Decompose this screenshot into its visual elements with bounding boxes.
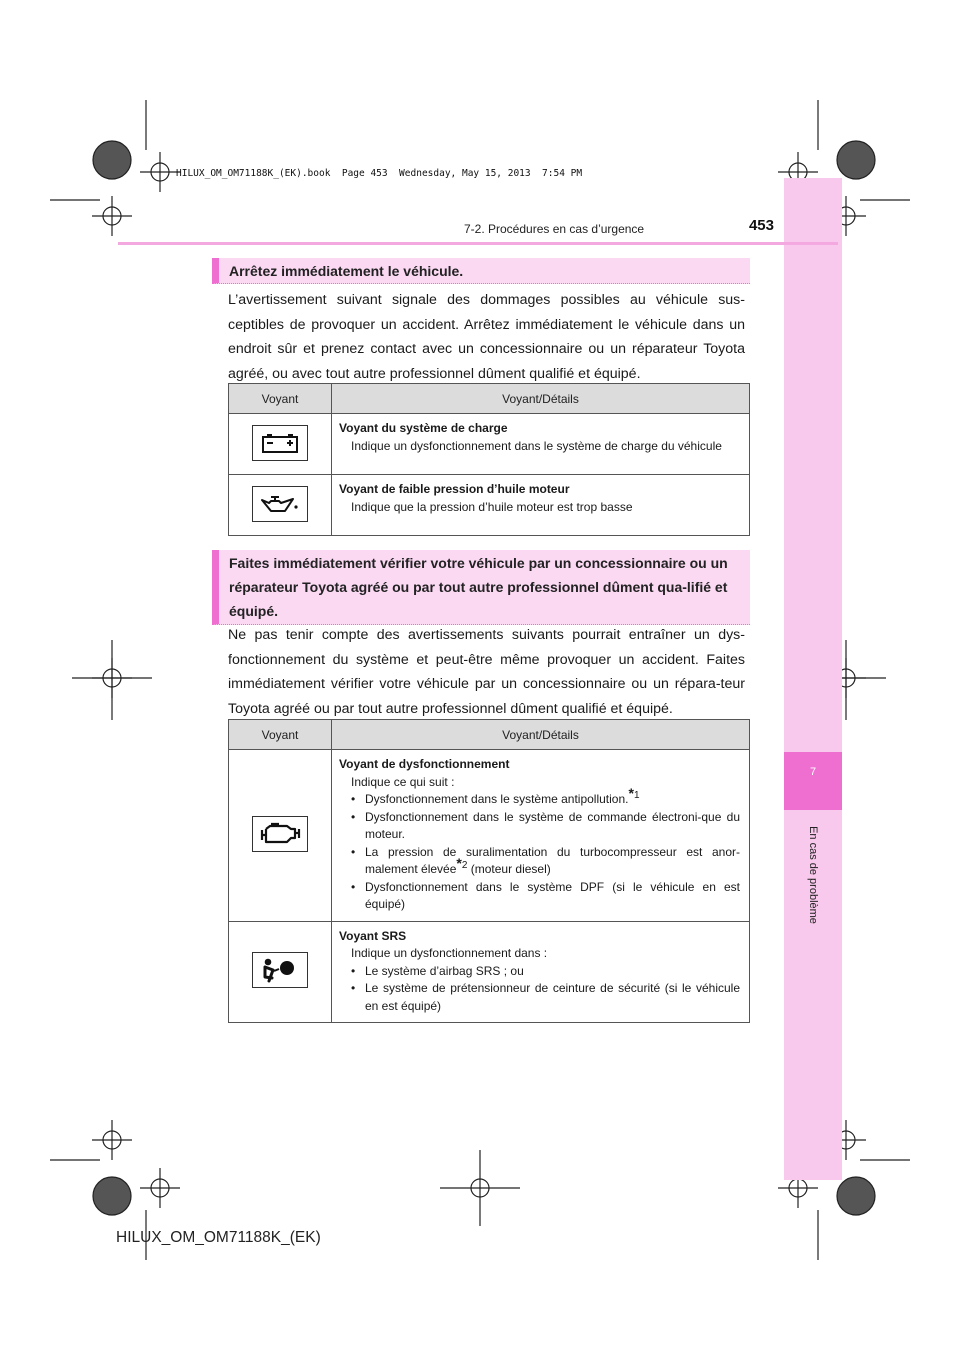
running-header: 7-2. Procédures en cas d’urgence xyxy=(464,222,645,236)
footnote-number: 2 xyxy=(461,860,468,871)
warning-table-2 xyxy=(228,719,750,1023)
column-header-voyant: Voyant xyxy=(229,384,332,414)
indicator-description: Indique un dysfonctionnement dans le système de charge du véhicule xyxy=(351,438,722,453)
table-header-row xyxy=(229,384,750,414)
header-rule xyxy=(118,242,838,245)
column-header-voyant: Voyant xyxy=(229,720,332,750)
indicator-intro: Indique un dysfonctionnement dans : xyxy=(351,946,548,960)
list-item: • Le système d’airbag SRS ; ou xyxy=(351,963,740,981)
column-header-details: Voyant/Détails xyxy=(332,384,750,414)
footnote-asterisk: * xyxy=(456,855,462,871)
indicator-name: Voyant SRS xyxy=(339,928,407,943)
callout-have-vehicle-checked xyxy=(212,550,750,625)
indicator-name: Voyant du système de charge xyxy=(339,421,508,435)
indicator-list xyxy=(339,963,740,1016)
list-item: • Dysfonctionnement dans le système DPF (si le véhicule en est équipé) xyxy=(351,879,740,914)
footer-doc-id: HILUX_OM_OM71188K_(EK) xyxy=(116,1229,321,1246)
oil-can-icon xyxy=(252,486,308,522)
indicator-name: Voyant de dysfonctionnement xyxy=(339,757,510,771)
airbag-icon xyxy=(252,952,308,988)
page-number: 453 xyxy=(748,217,774,234)
table-row xyxy=(229,475,750,536)
indicator-list xyxy=(339,785,740,914)
indicator-description: Indique que la pression d’huile moteur est trop basse xyxy=(351,499,633,514)
chapter-number: 7 xyxy=(809,766,817,778)
paragraph-intro-1: L’avertissement suivant signale des dommages possibles au véhicule sus-ceptibles de provoquer un accident. Arrêtez immédiatement le véhicule dans un endroit sûr et prenez contact avec un concessionnaire ou un réparateur Toyota agréé, ou avec tout autre professionnel dûment qualifié et équipé. xyxy=(228,292,745,383)
table-row xyxy=(229,414,750,475)
list-item: • Dysfonctionnement dans le système antipollution.$^{*1}$ xyxy=(351,791,740,809)
warning-table-1 xyxy=(228,383,750,536)
list-item: • La pression de suralimentation du turbocompresseur est anor-malement élevée$^{*2}$ (moteur diesel) xyxy=(351,844,740,879)
table-row xyxy=(229,750,750,922)
chapter-tab xyxy=(784,752,842,810)
indicator-name: Voyant de faible pression d’huile moteur xyxy=(339,482,570,496)
indicator-intro: Indique ce qui suit : xyxy=(351,774,455,789)
table-header-row xyxy=(229,720,750,750)
table-row xyxy=(229,921,750,1023)
engine-icon xyxy=(252,816,308,852)
list-item: • Dysfonctionnement dans le système de commande électroni-que du moteur. xyxy=(351,809,740,844)
print-info: HILUX_OM_OM71188K_(EK).book Page 453 Wednesday, May 15, 2013 7:54 PM xyxy=(176,168,583,179)
chapter-title: En cas de problème xyxy=(807,826,819,924)
callout-title: Arrêtez immédiatement le véhicule. xyxy=(229,263,464,279)
footnote-asterisk: * xyxy=(628,785,634,801)
battery-icon xyxy=(252,425,308,461)
list-item: • Le système de prétensionneur de ceinture de sécurité (si le véhicule en est équipé) xyxy=(351,980,740,1015)
paragraph-intro-2: Ne pas tenir compte des avertissements suivants pourrait entraîner un dys-fonctionnement du système et peut-être même provoquer un accident. Faites immédiatement vérifier votre véhicule par un concessionnaire ou un répara-teur Toyota agréé ou par tout autre professionnel dûment qualifié et équipé. xyxy=(228,627,745,718)
footnote-number: 1 xyxy=(633,790,640,801)
chapter-strip xyxy=(784,178,842,1180)
callout-stop-vehicle xyxy=(212,258,750,284)
column-header-details: Voyant/Détails xyxy=(332,720,750,750)
callout-title: Faites immédiatement vérifier votre véhicule par un concessionnaire ou un réparateur Toyota agréé ou par tout autre professionnel dûment qua-lifié et équipé. xyxy=(229,555,728,619)
